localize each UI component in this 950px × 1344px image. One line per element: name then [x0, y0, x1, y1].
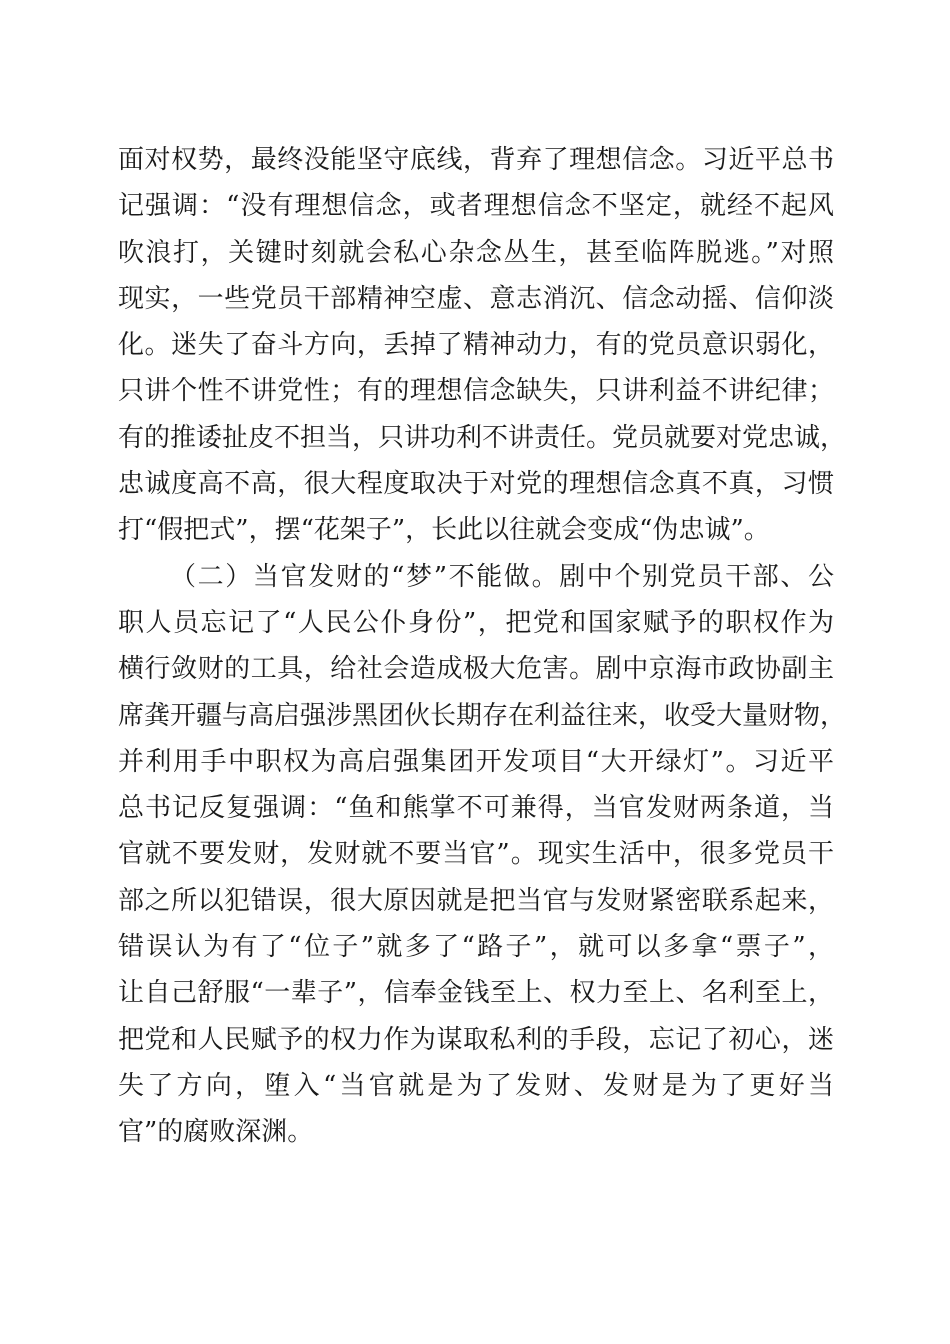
text-line: 失了方向，堕入“当官就是为了发财、发财是为了更好当: [118, 1070, 834, 1101]
text-line: 错误认为有了“位子”就多了“路子”，就可以多拿“票子”，: [118, 932, 834, 963]
text-line: 总书记反复强调：“鱼和熊掌不可兼得，当官发财两条道，当: [118, 793, 834, 824]
text-line: 化。迷失了奋斗方向，丢掉了精神动力，有的党员意识弱化，: [118, 330, 834, 361]
text-line: 有的推诿扯皮不担当，只讲功利不讲责任。党员就要对党忠诚，: [118, 422, 847, 453]
text-line: 吹浪打，关键时刻就会私心杂念丛生，甚至临阵脱逃。”对照: [118, 237, 834, 268]
text-line: 官就不要发财，发财就不要当官”。现实生活中，很多党员干: [118, 839, 834, 870]
section-heading-line: （二）当官发财的“梦”不能做。剧中个别党员干部、公: [170, 561, 834, 592]
text-line: 把党和人民赋予的权力作为谋取私利的手段，忘记了初心，迷: [118, 1024, 834, 1055]
text-line: 职人员忘记了“人民公仆身份”，把党和国家赋予的职权作为: [118, 607, 834, 638]
paragraph-2: [118, 554, 847, 1156]
text-line: 记强调：“没有理想信念，或者理想信念不坚定，就经不起风: [118, 191, 834, 222]
text-line: 官”的腐败深渊。: [118, 1117, 314, 1148]
text-line: 部之所以犯错误，很大原因就是把当官与发财紧密联系起来，: [118, 885, 834, 916]
text-line: 只讲个性不讲党性；有的理想信念缺失，只讲利益不讲纪律；: [118, 376, 834, 407]
text-line: 横行敛财的工具，给社会造成极大危害。剧中京海市政协副主: [118, 654, 834, 685]
text-line: 打“假把式”，摆“花架子”，长此以往就会变成“伪忠诚”。: [118, 515, 770, 546]
text-line: 面对权势，最终没能坚守底线，背弃了理想信念。习近平总书: [118, 145, 834, 175]
text-line: 现实，一些党员干部精神空虚、意志消沉、信念动摇、信仰淡: [118, 283, 834, 314]
text-line: 席龚开疆与高启强涉黑团伙长期存在利益往来，收受大量财物，: [118, 700, 847, 731]
document-body: [118, 137, 847, 1156]
text-line: 并利用手中职权为高启强集团开发项目“大开绿灯”。习近平: [118, 746, 834, 777]
paragraph-1: [118, 137, 847, 554]
text-line: 让自己舒服“一辈子”，信奉金钱至上、权力至上、名利至上，: [118, 978, 834, 1009]
text-line: 忠诚度高不高，很大程度取决于对党的理想信念真不真，习惯: [118, 469, 834, 500]
